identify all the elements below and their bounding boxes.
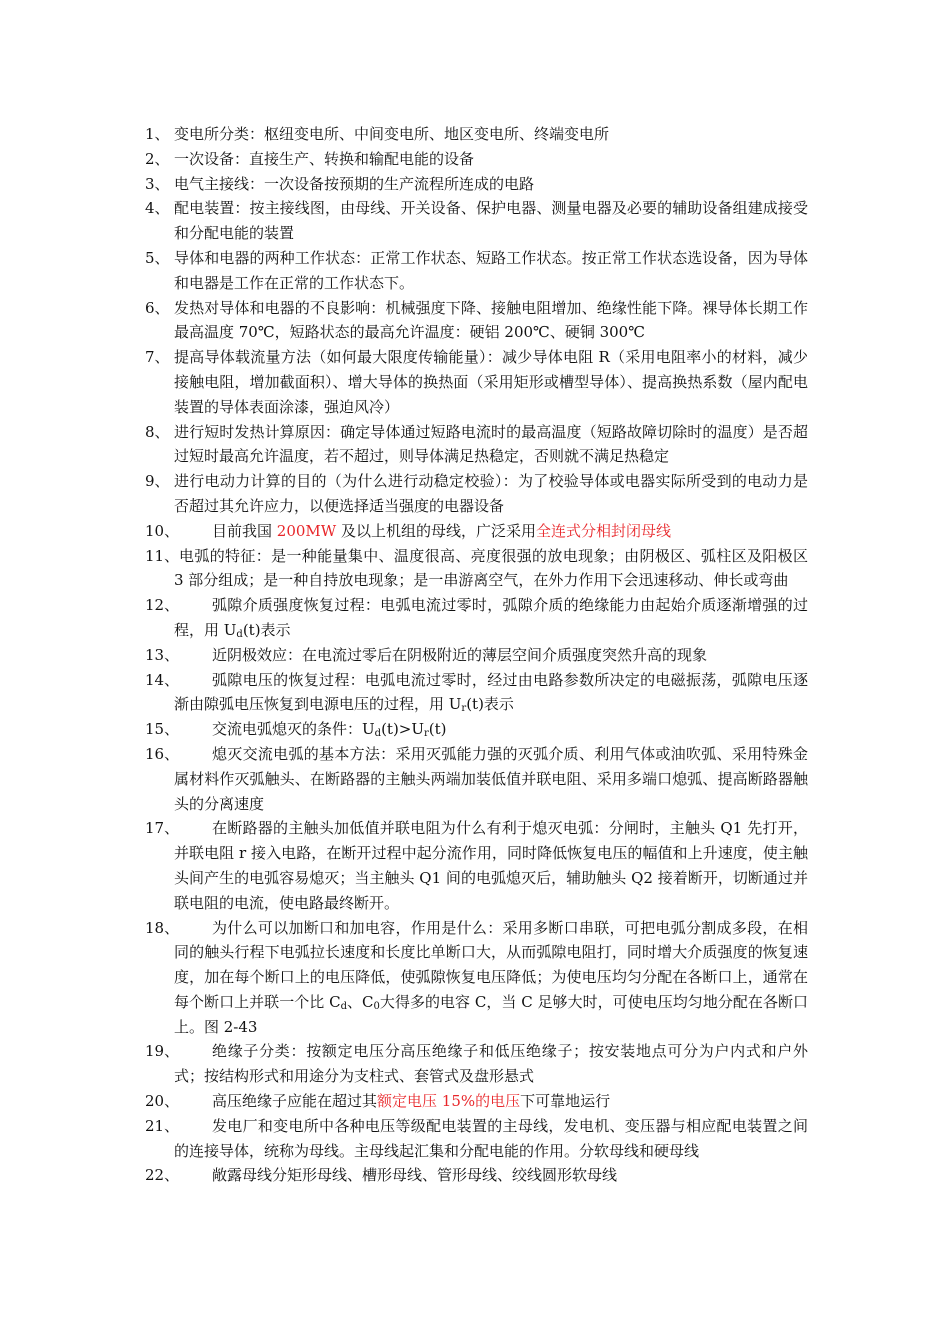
item-number: 15、 [145, 720, 180, 739]
item-number: 18、 [145, 918, 180, 937]
subscript-text: d [236, 628, 243, 640]
item-text [174, 469, 808, 519]
text-segment: 导体和电器的两种工作状态：正常工作状态、短路工作状态。按正常工作状态选设备，因为导体和电器是工作在正常的工作状态下。 [174, 248, 808, 292]
text-segment: 电弧的特征：是一种能量集中、温度很高、亮度很强的放电现象；由阴极区、弧柱区及阳极区 3 部分组成；是一种自持放电现象；是一串游离空气，在外力作用下会迅速移动、伸长或弯曲 [174, 546, 808, 590]
item-text [174, 519, 808, 544]
list-item [0, 172, 950, 197]
text-segment: 发电厂和变电所中各种电压等级配电装置的主母线，发电机、变压器与相应配电装置之间的连接导体，统称为母线。主母线起汇集和分配电能的作用。分软母线和硬母线 [174, 1116, 808, 1160]
text-segment: 高压绝缘子应能在超过其 [212, 1092, 378, 1111]
item-number: 16、 [145, 744, 180, 763]
item-number: 11、 [145, 546, 180, 565]
numbered-list [0, 122, 950, 1188]
text-segment: 弧隙介质强度恢复过程：电弧电流过零时，弧隙介质的绝缘能力由起始介质逐渐增强的过程，用 U [174, 596, 808, 639]
text-segment: 及以上机组的母线，广泛采用 [336, 521, 536, 540]
item-text [174, 643, 808, 668]
item-number: 19、 [145, 1042, 180, 1061]
text-segment: 近阴极效应：在电流过零后在阴极附近的薄层空间介质强度突然升高的现象 [212, 645, 708, 664]
subscript-text: r [461, 703, 467, 715]
text-segment: 变电所分类：枢纽变电所、中间变电所、地区变电所、终端变电所 [174, 125, 610, 143]
list-item [0, 1089, 950, 1114]
list-item [0, 147, 950, 172]
item-number: 2、 [145, 149, 170, 168]
item-number: 22、 [145, 1166, 180, 1185]
text-segment: 配电装置：按主接线图，由母线、开关设备、保护电器、测量电器及必要的辅助设备组建成接受和分配电能的装置 [174, 199, 808, 243]
subscript-text: d [340, 1000, 347, 1012]
list-item [0, 544, 950, 594]
text-segment: 下可靠地运行 [520, 1092, 611, 1111]
list-item [0, 519, 950, 544]
text-segment: 交流电弧熄灭的条件：U [212, 720, 375, 739]
list-item [0, 717, 950, 742]
text-segment: (t)>U [381, 720, 425, 739]
text-segment: 一次设备：直接生产、转换和输配电能的设备 [174, 149, 475, 168]
item-text [174, 246, 808, 296]
list-item [0, 1039, 950, 1089]
subscript-text: 0 [373, 1000, 380, 1012]
list-item [0, 469, 950, 519]
item-text [174, 147, 808, 172]
text-segment: 电气主接线：一次设备按预期的生产流程所连成的电路 [174, 174, 535, 193]
item-text [174, 122, 808, 147]
item-number: 1、 [145, 125, 170, 143]
item-number: 21、 [145, 1116, 180, 1135]
list-item [0, 1114, 950, 1164]
text-segment: 在断路器的主触头加低值并联电阻为什么有利于熄灭电弧：分闸时，主触头 Q1 先打开，并联电阻 r 接入电路，在断开过程中起分流作用，同时降低恢复电压的幅值和上升速度，使主触头间产生的电弧容易熄灭；当主触头 Q1 间的电弧熄灭后，辅助触头 Q2 接着断开，切断通过并联电阻的电流，使电路最终断开。 [174, 819, 808, 912]
item-number: 14、 [145, 670, 180, 689]
item-number: 20、 [145, 1092, 180, 1111]
list-item [0, 742, 950, 816]
item-text [174, 1163, 808, 1188]
item-text [174, 1039, 808, 1089]
item-text [174, 296, 808, 346]
text-segment: 大得多的电容 C，当 C 足够大时，可使电压均匀地分配在各断口上。图 2-43 [174, 992, 809, 1036]
item-text [174, 172, 808, 197]
item-number: 8、 [145, 422, 170, 441]
text-segment: 进行短时发热计算原因：确定导体通过短路电流时的最高温度（短路故障切除时的温度）是否超过短时最高允许温度，若不超过，则导体满足热稳定，否则就不满足热稳定 [174, 422, 808, 466]
text-segment: 熄灭交流电弧的基本方法：采用灭弧能力强的灭弧介质、利用气体或油吹弧、采用特殊金属材料作灭弧触头、在断路器的主触头两端加装低值并联电阻、采用多端口熄弧、提高断路器触头的分离速度 [174, 744, 808, 813]
list-item [0, 345, 950, 419]
item-number: 13、 [145, 645, 180, 664]
item-number: 17、 [145, 819, 180, 838]
item-text [174, 1089, 808, 1114]
text-segment: 为什么可以加断口和加电容，作用是什么：采用多断口串联，可把电弧分割成多段，在相同的触头行程下电弧拉长速度和长度比单断口大，从而弧隙电阻打，同时增大介质强度的恢复速度，加在每个断口上的电压降低，使弧隙恢复电压降低；为使电压均匀分配在各断口上，通常在每个断口上并联一个比 C [174, 918, 808, 1011]
item-text [174, 916, 808, 1040]
list-item [0, 122, 950, 147]
item-text [174, 345, 808, 419]
list-item [0, 916, 950, 1040]
item-text [174, 593, 808, 643]
item-number: 7、 [145, 348, 170, 367]
list-item [0, 816, 950, 915]
item-number: 12、 [145, 596, 180, 615]
item-text [174, 742, 808, 816]
text-segment: 目前我国 [212, 521, 277, 540]
text-segment: 提高导体载流量方法（如何最大限度传输能量）：减少导体电阻 R（采用电阻率小的材料，减少接触电阻，增加截面积）、增大导体的换热面（采用矩形或槽型导体）、提高换热系数（屋内配电装置的导体表面涂漆，强迫风冷） [174, 348, 808, 416]
item-text [174, 1114, 808, 1164]
text-segment: (t)表示 [242, 620, 291, 639]
list-item [0, 420, 950, 470]
text-segment: 弧隙电压的恢复过程：电弧电流过零时，经过由电路参数所决定的电磁振荡，弧隙电压逐渐由隙弧电压恢复到电源电压的过程，用 U [174, 670, 808, 714]
item-text [174, 420, 808, 470]
list-item [0, 668, 950, 718]
list-item [0, 593, 950, 643]
item-number: 6、 [145, 298, 170, 317]
text-segment: 进行电动力计算的目的（为什么进行动稳定校验）：为了校验导体或电器实际所受到的电动力是否超过其允许应力，以便选择适当强度的电器设备 [174, 472, 808, 515]
item-number: 4、 [145, 199, 170, 218]
subscript-text: d [374, 728, 382, 740]
text-segment: 绝缘子分类：按额定电压分高压绝缘子和低压绝缘子；按安装地点可分为户内式和户外式；按结构形式和用途分为支柱式、套管式及盘形悬式 [174, 1042, 808, 1086]
item-number: 3、 [145, 174, 170, 193]
document-page [0, 122, 950, 1188]
text-segment: 敞露母线分矩形母线、槽形母线、管形母线、绞线圆形软母线 [212, 1166, 618, 1185]
highlighted-text: 全连式分相封闭母线 [535, 521, 671, 540]
list-item [0, 196, 950, 246]
item-text [174, 668, 808, 718]
item-text [174, 717, 808, 742]
list-item [0, 1163, 950, 1188]
highlighted-text: 200MW [276, 521, 337, 540]
item-number: 10、 [145, 521, 180, 540]
list-item [0, 246, 950, 296]
highlighted-text: 额定电压 15%的电压 [377, 1092, 521, 1111]
text-segment: 、C [346, 992, 374, 1011]
item-text [174, 196, 808, 246]
item-number: 9、 [145, 472, 170, 491]
list-item [0, 296, 950, 346]
text-segment: (t) [428, 720, 447, 739]
item-number: 5、 [145, 248, 170, 267]
item-text [174, 544, 808, 594]
text-segment: (t)表示 [466, 695, 514, 714]
subscript-text: r [424, 728, 429, 740]
item-text [174, 816, 808, 915]
list-item [0, 643, 950, 668]
text-segment: 发热对导体和电器的不良影响：机械强度下降、接触电阻增加、绝缘性能下降。裸导体长期工作最高温度 70℃，短路状态的最高允许温度：硬铝 200℃、硬铜 300℃ [174, 298, 808, 342]
